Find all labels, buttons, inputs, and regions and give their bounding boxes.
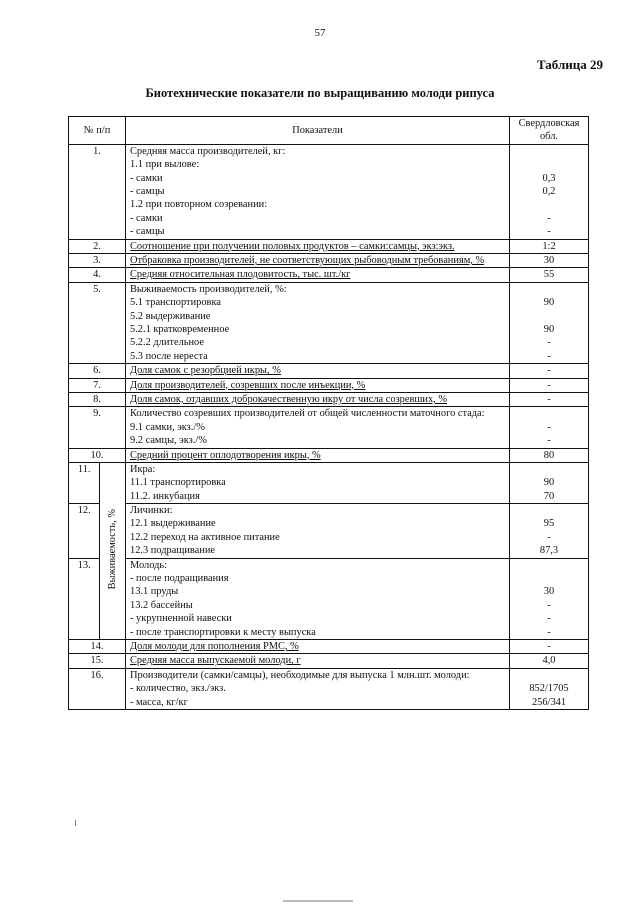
table-row xyxy=(69,639,589,653)
indicator-line: Производители (самки/самцы), необходимые для выпуска 1 млн.шт. молоди: xyxy=(130,669,470,681)
value-cell xyxy=(510,268,589,282)
value-line: 0,3 xyxy=(542,172,556,184)
table-row xyxy=(69,668,589,709)
indicator-line: 5.1 транспортировка xyxy=(130,297,221,309)
value-line: 30 xyxy=(543,586,555,598)
table-row xyxy=(69,407,589,448)
indicator-line: 1.2 при повторном созревании: xyxy=(130,199,268,211)
indicator-cell xyxy=(126,668,510,709)
row-number: 7. xyxy=(69,378,126,392)
value-line: 90 xyxy=(543,323,555,335)
scan-mark xyxy=(75,820,76,826)
value-line: 4,0 xyxy=(542,655,556,667)
indicator-line: 12.3 подращивание xyxy=(130,545,216,557)
value-cell xyxy=(510,668,589,709)
indicator-line: - количество, экз./экз. xyxy=(130,683,226,695)
table-row xyxy=(69,253,589,267)
value-cell xyxy=(510,239,589,253)
row-number: 3. xyxy=(69,253,126,267)
indicator-line: Средняя масса производителей, кг: xyxy=(130,145,286,157)
value-line: - xyxy=(547,531,551,543)
row-number: 12. xyxy=(69,504,100,559)
value-line: - xyxy=(547,350,551,362)
value-line: - xyxy=(547,393,551,405)
indicator-line: - масса, кг/кг xyxy=(130,696,188,708)
value-line: 30 xyxy=(543,254,555,266)
indicator-cell xyxy=(126,268,510,282)
indicator-cell xyxy=(126,253,510,267)
row-number: 8. xyxy=(69,392,126,406)
value-cell xyxy=(510,392,589,406)
indicator-line: 1.1 при вылове: xyxy=(130,159,200,171)
indicator-line: 5.2.1 кратковременное xyxy=(130,323,230,335)
value-line xyxy=(510,504,588,517)
indicator-line: Доля самок с резорбцией икры, % xyxy=(130,365,281,377)
value-line xyxy=(510,669,588,682)
value-line: 1:2 xyxy=(542,240,556,252)
value-cell xyxy=(510,282,589,363)
value-cell xyxy=(510,253,589,267)
scan-footer-mark xyxy=(283,900,353,902)
indicator-line: 5.2 выдерживание xyxy=(130,310,211,322)
value-line: 852/1705 xyxy=(529,683,569,695)
indicator-line: 12.1 выдерживание xyxy=(130,518,216,530)
header-indicator: Показатели xyxy=(126,117,510,145)
value-cell xyxy=(510,364,589,378)
value-cell xyxy=(510,639,589,653)
value-line: - xyxy=(547,613,551,625)
indicator-cell xyxy=(126,378,510,392)
indicator-cell xyxy=(126,239,510,253)
row-number: 4. xyxy=(69,268,126,282)
indicator-cell xyxy=(126,282,510,363)
value-line xyxy=(510,559,588,572)
table-number: Таблица 29 xyxy=(536,57,603,72)
row-number: 10. xyxy=(69,448,126,462)
indicator-line: - самки xyxy=(130,172,163,184)
table-title: Биотехнические показатели по выращиванию молоди рипуса xyxy=(145,86,495,100)
row-number: 13. xyxy=(69,558,100,639)
row-number: 15. xyxy=(69,654,126,668)
indicator-line: - после транспортировки к месту выпуска xyxy=(130,626,316,638)
page-number: 57 xyxy=(314,27,326,39)
indicator-line: Средняя относительная плодовитость, тыс. шт./кг xyxy=(130,269,351,281)
row-number: 1. xyxy=(69,144,126,239)
indicator-cell xyxy=(126,558,510,639)
indicator-cell xyxy=(126,654,510,668)
table-row xyxy=(69,392,589,406)
value-line: - xyxy=(547,212,551,224)
indicator-line: - самцы xyxy=(130,226,165,238)
value-line: 87,3 xyxy=(539,545,559,557)
value-line xyxy=(510,463,588,476)
table-row xyxy=(69,504,589,559)
header-num: № п/п xyxy=(69,117,126,145)
value-cell xyxy=(510,654,589,668)
value-line xyxy=(510,158,588,171)
value-line: - xyxy=(547,226,551,238)
table-row xyxy=(69,448,589,462)
value-line xyxy=(510,145,588,158)
value-line: - xyxy=(547,379,551,391)
indicator-line: Количество созревших производителей от общей численности маточного стада: xyxy=(130,408,485,420)
indicator-line: 12.2 переход на активное питание xyxy=(130,531,280,543)
value-cell xyxy=(510,378,589,392)
row-number: 2. xyxy=(69,239,126,253)
indicator-line: 11.2. инкубация xyxy=(130,490,200,502)
value-line: - xyxy=(547,599,551,611)
value-line xyxy=(510,283,588,296)
value-line: 70 xyxy=(543,490,555,502)
value-line: - xyxy=(547,626,551,638)
table-row xyxy=(69,462,589,503)
value-line: - xyxy=(547,435,551,447)
value-cell xyxy=(510,448,589,462)
indicator-cell xyxy=(126,407,510,448)
table-row xyxy=(69,654,589,668)
indicator-cell xyxy=(126,504,510,559)
indicator-line: Доля молоди для пополнения РМС, % xyxy=(130,640,299,652)
table-row xyxy=(69,239,589,253)
table-row xyxy=(69,144,589,239)
row-number: 16. xyxy=(69,668,126,709)
indicator-line: - укрупненной навески xyxy=(130,613,232,625)
value-cell xyxy=(510,407,589,448)
indicator-line: 11.1 транспортировка xyxy=(130,477,226,489)
indicator-line: Доля самок, отдавших доброкачественную икру от числа созревших, % xyxy=(130,393,448,405)
indicator-cell xyxy=(126,144,510,239)
value-line: - xyxy=(547,421,551,433)
indicator-line: Молодь: xyxy=(130,559,168,571)
indicator-cell xyxy=(126,639,510,653)
indicator-line: 9.1 самки, экз./% xyxy=(130,421,205,433)
survival-vertical-label: Выживаемость, % xyxy=(100,462,126,639)
indicator-line: Личинки: xyxy=(130,505,173,517)
value-line: 80 xyxy=(543,449,555,461)
table-row xyxy=(69,378,589,392)
indicator-line: - самки xyxy=(130,212,163,224)
indicator-cell xyxy=(126,364,510,378)
indicators-table xyxy=(68,116,589,710)
indicator-line: Средний процент оплодотворения икры, % xyxy=(130,449,321,461)
indicator-line: Соотношение при получении половых продуктов – самки:самцы, экз:экз. xyxy=(130,240,455,252)
indicator-line: 5.3 после нереста xyxy=(130,350,208,362)
indicator-line: Отбраковка производителей, не соответствующих рыбоводным требованиям, % xyxy=(130,254,485,266)
indicator-cell xyxy=(126,392,510,406)
value-line: - xyxy=(547,337,551,349)
row-number: 9. xyxy=(69,407,126,448)
indicator-line: Икра: xyxy=(130,463,156,475)
indicator-line: Выживаемость производителей, %: xyxy=(130,283,287,295)
value-cell xyxy=(510,558,589,639)
value-line: 0,2 xyxy=(542,185,556,197)
indicator-line: 13.1 пруды xyxy=(130,586,179,598)
value-cell xyxy=(510,144,589,239)
row-number: 6. xyxy=(69,364,126,378)
indicator-line: - после подращивания xyxy=(130,573,229,585)
row-number: 14. xyxy=(69,639,126,653)
value-line: 90 xyxy=(543,297,555,309)
indicator-line: Доля производителей, созревших после инъекции, % xyxy=(130,379,366,391)
indicator-line: 5.2.2 длительное xyxy=(130,337,204,349)
indicator-line: 13.2 бассейны xyxy=(130,599,193,611)
row-number: 11. xyxy=(69,462,100,503)
indicator-cell xyxy=(126,448,510,462)
value-cell xyxy=(510,462,589,503)
value-line xyxy=(510,198,588,211)
value-line: 90 xyxy=(543,477,555,489)
value-line xyxy=(510,310,588,323)
table-row xyxy=(69,558,589,639)
indicator-line: - самцы xyxy=(130,185,165,197)
value-line: 95 xyxy=(543,518,555,530)
header-region: Свердловская обл. xyxy=(510,117,589,145)
value-line xyxy=(510,572,588,585)
table-header-row xyxy=(69,117,589,145)
value-cell xyxy=(510,504,589,559)
table-row xyxy=(69,282,589,363)
table-row xyxy=(69,364,589,378)
value-line xyxy=(510,407,588,420)
indicator-line: 9.2 самцы, экз./% xyxy=(130,435,207,447)
value-line: - xyxy=(547,640,551,652)
value-line: 55 xyxy=(543,269,555,281)
row-number: 5. xyxy=(69,282,126,363)
value-line: 256/341 xyxy=(531,696,567,708)
table-row xyxy=(69,268,589,282)
value-line: - xyxy=(547,365,551,377)
indicator-line: Средняя масса выпускаемой молоди, г xyxy=(130,655,301,667)
indicator-cell xyxy=(126,462,510,503)
